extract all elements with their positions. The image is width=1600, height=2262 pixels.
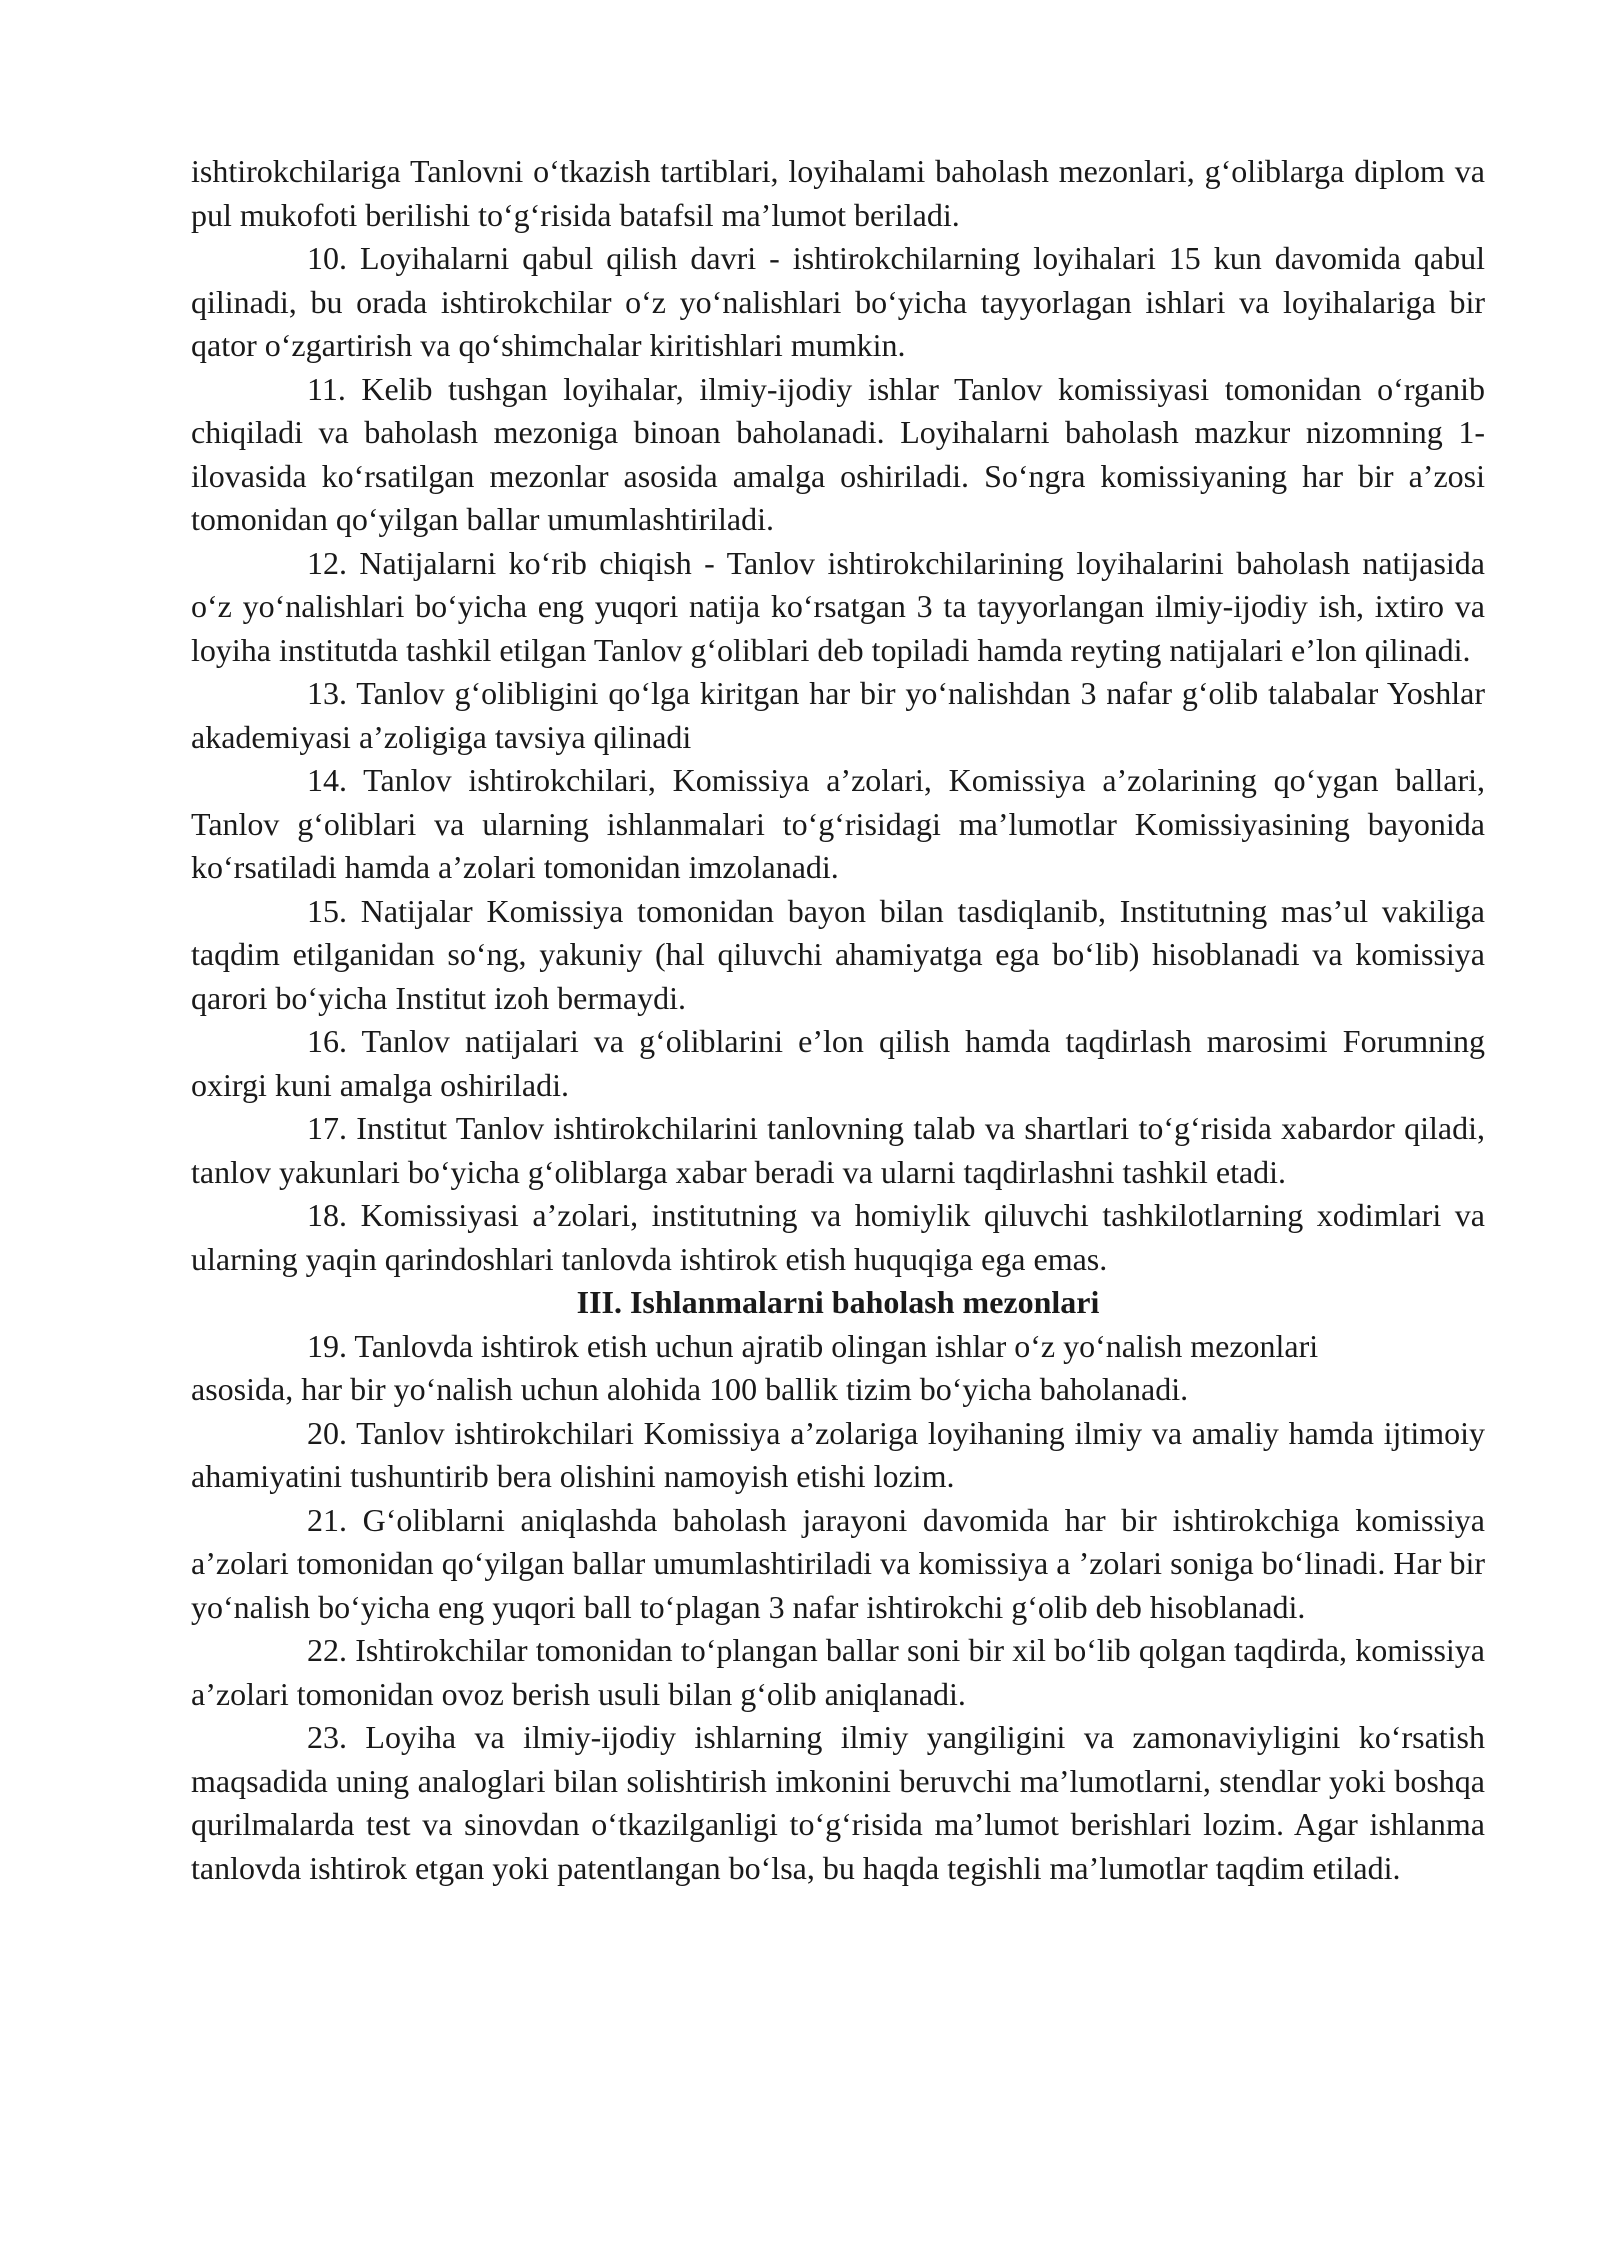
paragraph-continuation: ishtirokchilariga Tanlovni o‘tkazish tartiblari, loyihalami baholash mezonlari, g‘oliblarga diplom va pul mukofoti berilishi to‘g‘risida batafsil ma’lumot beriladi.	[191, 153, 1485, 233]
paragraph-11: 11. Kelib tushgan loyihalar, ilmiy-ijodiy ishlar Tanlov komissiyasi tomonidan o‘rganib chiqiladi va baholash mezoniga binoan baholanadi. Loyihalarni baholash mazkur nizomning 1-ilovasida ko‘rsatilgan mezonlar asosida amalga oshiriladi. So‘ngra komissiyaning har bir a’zosi tomonidan qo‘yilgan ballar umumlashtiriladi.	[191, 370, 1485, 537]
paragraph-19-part1: 19. Tanlovda ishtirok etish uchun ajratib olingan ishlar o‘z yo‘nalish mezonlari	[307, 1327, 1319, 1364]
paragraph-18: 18. Komissiyasi a’zolari, institutning va homiylik qiluvchi tashkilotlarning xodimlari va ularning yaqin qarindoshlari tanlovda ishtirok etish huquqiga ega emas.	[191, 1197, 1485, 1277]
paragraph-15: 15. Natijalar Komissiya tomonidan bayon bilan tasdiqlanib, Institutning mas’ul vakiliga taqdim etilganidan so‘ng, yakuniy (hal qiluvchi ahamiyatga ega bo‘lib) hisoblanadi va komissiya qarori bo‘yicha Institut izoh bermaydi.	[191, 892, 1485, 1016]
paragraph-12: 12. Natijalarni ko‘rib chiqish - Tanlov ishtirokchilarining loyihalarini baholash natijasida o‘z yo‘nalishlari bo‘yicha eng yuqori natija ko‘rsatgan 3 ta tayyorlangan ilmiy-ijodiy ish, ixtiro va loyiha institutda tashkil etilgan Tanlov g‘oliblari deb topiladi hamda reyting natijalari e’lon qilinadi.	[191, 544, 1485, 668]
paragraph-13: 13. Tanlov g‘olibligini qo‘lga kiritgan har bir yo‘nalishdan 3 nafar g‘olib talabalar Yoshlar akademiyasi a’zoligiga tavsiya qilinadi	[191, 675, 1485, 755]
section-heading: III. Ishlanmalarni baholash mezonlari	[576, 1284, 1100, 1320]
document-page	[191, 150, 1485, 1890]
paragraph-14: 14. Tanlov ishtirokchilari, Komissiya a’zolari, Komissiya a’zolarining qo‘ygan ballari, Tanlov g‘oliblari va ularning ishlanmalari to‘g‘risidagi ma’lumotlar Komissiyasining bayonida ko‘rsatiladi hamda a’zolari tomonidan imzolanadi.	[191, 762, 1485, 885]
paragraph-22: 22. Ishtirokchilar tomonidan to‘plangan ballar soni bir xil bo‘lib qolgan taqdirda, komissiya a’zolari tomonidan ovoz berish usuli bilan g‘olib aniqlanadi.	[191, 1632, 1485, 1712]
paragraph-10: 10. Loyihalarni qabul qilish davri - ishtirokchilarning loyihalari 15 kun davomida qabul qilinadi, bu orada ishtirokchilar o‘z yo‘nalishlari bo‘yicha tayyorlagan ishlari va loyihalariga bir qator o‘zgartirish va qo‘shimchalar kiritishlari mumkin.	[191, 240, 1485, 363]
paragraph-19-part2: asosida, har bir yo‘nalish uchun alohida 100 ballik tizim bo‘yicha baholanadi.	[191, 1371, 1189, 1407]
paragraph-17: 17. Institut Tanlov ishtirokchilarini tanlovning talab va shartlari to‘g‘risida xabardor qiladi, tanlov yakunlari bo‘yicha g‘oliblarga xabar beradi va ularni taqdirlashni tashkil etadi.	[191, 1110, 1485, 1190]
paragraph-21: 21. G‘oliblarni aniqlashda baholash jarayoni davomida har bir ishtirokchiga komissiya a’zolari tomonidan qo‘yilgan ballar umumlashtiriladi va komissiya a ’zolari soniga bo‘linadi. Har bir yo‘nalish bo‘yicha eng yuqori ball to‘plagan 3 nafar ishtirokchi g‘olib deb hisoblanadi.	[191, 1501, 1485, 1625]
paragraph-23: 23. Loyiha va ilmiy-ijodiy ishlarning ilmiy yangiligini va zamonaviyligini ko‘rsatish maqsadida uning analoglari bilan solishtirish imkonini beruvchi ma’lumotlarni, stendlar yoki boshqa qurilmalarda test va sinovdan o‘tkazilganligi to‘g‘risida ma’lumot berishlari lozim. Agar ishlanma tanlovda ishtirok etgan yoki patentlangan bo‘lsa, bu haqda tegishli ma’lumotlar taqdim etiladi.	[191, 1719, 1485, 1886]
paragraph-16: 16. Tanlov natijalari va g‘oliblarini e’lon qilish hamda taqdirlash marosimi Forumning oxirgi kuni amalga oshiriladi.	[191, 1023, 1485, 1103]
paragraph-20: 20. Tanlov ishtirokchilari Komissiya a’zolariga loyihaning ilmiy va amaliy hamda ijtimoiy ahamiyatini tushuntirib bera olishini namoyish etishi lozim.	[191, 1414, 1485, 1494]
